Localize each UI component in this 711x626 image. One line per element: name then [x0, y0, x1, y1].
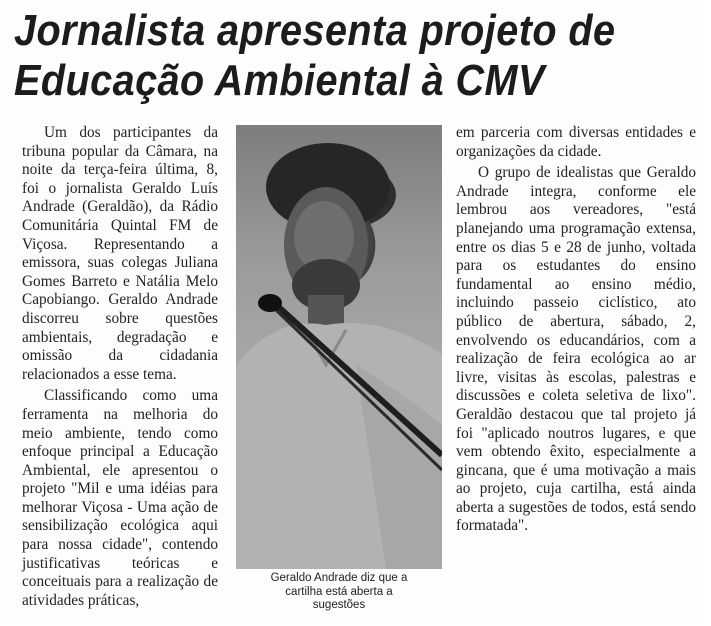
paragraph: Um dos participantes da tribuna popular da Câmara, na noite da terça-feira última, 8, foi o jornalista Geraldo Luís Andrade (Geraldão), da Rádio Comunitária Quintal FM de Viçosa. Representando a emissora, suas colegas Juliana Gomes Barreto e Natália Melo Capobiango. Geraldo Andrade discorreu sobre questões ambientais, degradação e omissão da cidadania relacionados a esse tema.	[22, 124, 218, 383]
headline-line-1: Jornalista apresenta projeto de	[14, 6, 616, 55]
left-column	[22, 124, 218, 610]
caption-line: Geraldo Andrade diz que a	[270, 572, 408, 584]
article-photo	[236, 125, 442, 569]
paragraph: O grupo de idealistas que Geraldo Andrade integra, conforme ele lembrou aos vereadores, "está planejando uma programação extensa, entre os dias 5 e 28 de junho, voltada para os estudantes do ensino fundamental ao ensino médio, incluindo passeio ciclístico, ato público de abertura, sábado, 2, envolvendo os educandários, com a realização de feira ecológica ao ar livre, visitas às escolas, palestras e discussões e coleta seletiva de lixo". Geraldão destacou que tal projeto já foi "aplicado noutros lugares, e que vem obtendo êxito, especialmente a gincana, que é uma motivação a mais ao projeto, cuja cartilha, está ainda aberta a sugestões de todos, está sendo formatada".	[456, 164, 696, 535]
photo-caption	[236, 572, 442, 613]
headline-line-2: Educação Ambiental à CMV	[14, 56, 545, 105]
right-column	[456, 124, 696, 536]
paragraph: em parceria com diversas entidades e organizações da cidade.	[456, 124, 696, 160]
caption-line: sugestões	[312, 599, 366, 611]
headline	[14, 6, 635, 106]
caption-line: cartilha está aberta a	[285, 585, 393, 598]
paragraph: Classificando como uma ferramenta na melhoria do meio ambiente, tendo como enfoque principal a Educação Ambiental, ele apresentou o projeto "Mil e uma idéias para melhorar Viçosa - Uma ação de sensibilização ecológica aqui para nossa cidade", contendo justificativas teóricas e conceituais para a realização de atividades práticas,	[22, 387, 218, 609]
photo-illustration	[236, 125, 442, 569]
